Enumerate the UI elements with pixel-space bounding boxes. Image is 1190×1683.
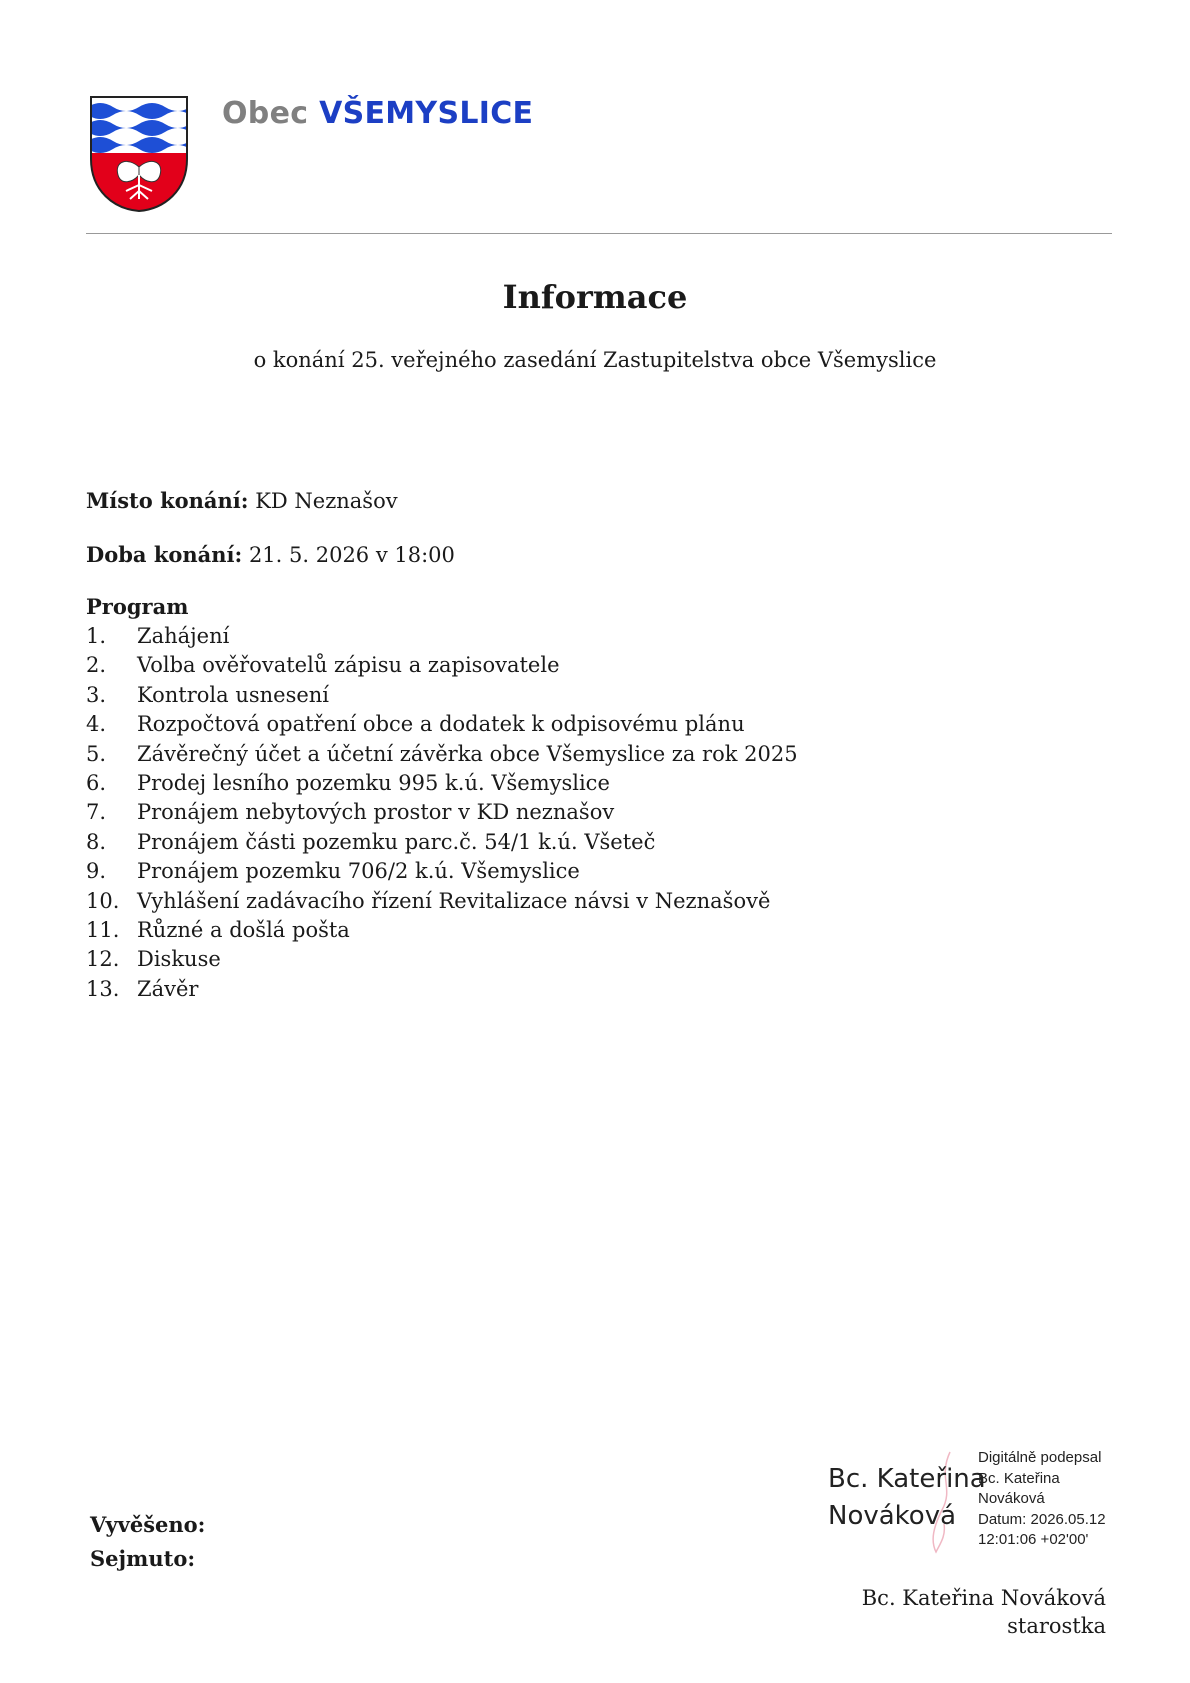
item-text: Rozpočtová opatření obce a dodatek k odpisovému plánu — [137, 712, 745, 737]
signature-meta-line: Nováková — [978, 1490, 1045, 1507]
item-text: Pronájem pozemku 706/2 k.ú. Všemyslice — [137, 859, 580, 884]
item-number: 11. — [86, 917, 120, 942]
item-number: 2. — [86, 653, 107, 678]
item-number: 6. — [86, 770, 107, 795]
meeting-time — [86, 542, 455, 567]
item-text: Závěrečný účet a účetní závěrka obce Všemyslice za rok 2025 — [137, 741, 798, 766]
place-label: Místo konání: — [86, 488, 249, 513]
header-divider — [86, 233, 1112, 234]
list-item — [86, 828, 798, 857]
signature-meta-line: 12:01:06 +02'00' — [978, 1531, 1089, 1548]
item-number: 3. — [86, 682, 107, 707]
signature-name-line1: Bc. Kateřina — [828, 1464, 986, 1494]
signature-details — [978, 1448, 1106, 1551]
list-item — [86, 916, 798, 945]
list-item — [86, 798, 798, 827]
signature-meta-line: Datum: 2026.05.12 — [978, 1510, 1106, 1528]
signer-name: Bc. Kateřina Nováková — [861, 1586, 1106, 1610]
item-text: Pronájem nebytových prostor v KD neznašov — [137, 800, 615, 825]
list-item — [86, 740, 798, 769]
list-item — [86, 769, 798, 798]
list-item — [86, 651, 798, 680]
document-subtitle: o konání 25. veřejného zasedání Zastupitelstva obce Všemyslice — [253, 348, 937, 372]
digital-signature — [828, 1448, 1118, 1556]
item-text: Pronájem části pozemku parc.č. 54/1 k.ú. Všeteč — [137, 829, 656, 854]
item-text: Závěr — [137, 976, 199, 1001]
signer-block — [862, 1584, 1106, 1640]
item-number: 4. — [86, 712, 107, 737]
meeting-place — [86, 488, 398, 513]
item-number: 1. — [86, 624, 107, 648]
list-item — [86, 945, 798, 974]
removed-label: Sejmuto: — [90, 1546, 196, 1571]
item-text: Vyhlášení zadávacího řízení Revitalizace návsi v Neznašově — [137, 888, 771, 913]
program-heading: Program — [86, 594, 189, 619]
place-value: KD Neznašov — [255, 489, 398, 513]
signature-name — [828, 1461, 986, 1535]
item-text: Kontrola usnesení — [137, 682, 330, 707]
coat-of-arms — [88, 95, 190, 213]
list-item — [86, 887, 798, 916]
list-item — [86, 975, 798, 1004]
org-prefix: Obec — [222, 96, 309, 131]
signature-meta-line: Digitálně podepsal — [978, 1449, 1102, 1466]
signature-name-line2: Nováková — [828, 1501, 957, 1531]
org-name: VŠEMYSLICE — [319, 96, 534, 131]
time-label: Doba konání: — [86, 542, 243, 567]
program-list — [86, 622, 798, 1004]
list-item — [86, 681, 798, 710]
item-number: 5. — [86, 741, 107, 766]
item-number: 12. — [86, 947, 120, 972]
item-text: Prodej lesního pozemku 995 k.ú. Všemyslice — [137, 770, 610, 795]
list-item — [86, 710, 798, 739]
list-item — [86, 857, 798, 886]
item-number: 8. — [86, 829, 107, 854]
signer-title: starostka — [1007, 1614, 1106, 1638]
item-number: 7. — [86, 800, 107, 825]
item-text: Diskuse — [137, 947, 221, 972]
document-title: Informace — [502, 278, 688, 316]
posted-label: Vyvěšeno: — [90, 1512, 206, 1537]
item-number: 9. — [86, 859, 107, 884]
signature-meta-line: Bc. Kateřina — [978, 1469, 1060, 1487]
item-text: Zahájení — [137, 624, 230, 648]
item-number: 10. — [86, 888, 120, 913]
list-item — [86, 622, 798, 651]
item-text: Různé a došlá pošta — [137, 917, 350, 942]
municipality-name — [222, 96, 533, 131]
item-number: 13. — [86, 976, 120, 1001]
item-text: Volba ověřovatelů zápisu a zapisovatele — [137, 653, 560, 678]
time-value: 21. 5. 2026 v 18:00 — [248, 543, 455, 567]
